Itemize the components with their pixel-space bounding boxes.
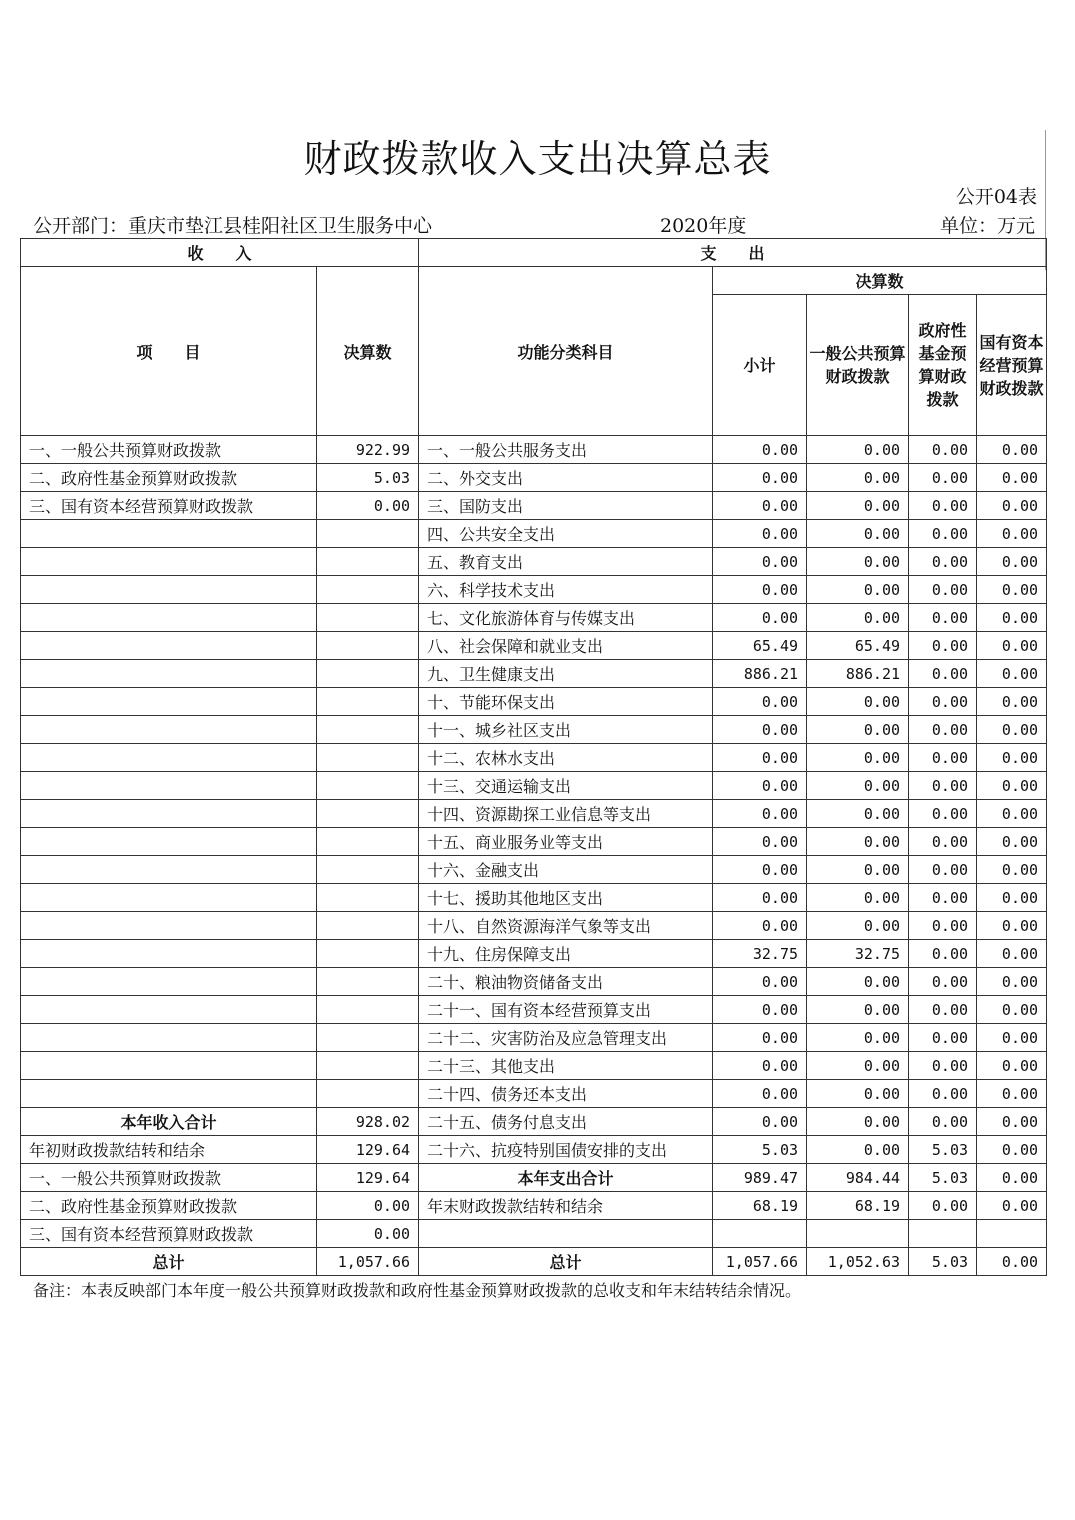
- expense-item-cell: 七、文化旅游体育与传媒支出: [419, 604, 713, 632]
- unit-label: 单位：万元: [939, 215, 1035, 237]
- fund-budget-cell: 0.00: [909, 688, 977, 716]
- subtotal-cell: 989.47: [713, 1164, 807, 1192]
- income-item-cell: [21, 968, 317, 996]
- general-budget-cell: 0.00: [807, 576, 909, 604]
- fund-budget-cell: 0.00: [909, 660, 977, 688]
- general-budget-cell: 68.19: [807, 1192, 909, 1220]
- expense-item-cell: 十五、商业服务业等支出: [419, 828, 713, 856]
- income-amount-cell: [317, 660, 419, 688]
- income-item-cell: 本年收入合计: [21, 1108, 317, 1136]
- table-row: [21, 1080, 1047, 1108]
- general-budget-cell: 32.75: [807, 940, 909, 968]
- state-capital-cell: 0.00: [977, 520, 1047, 548]
- table-row: [21, 660, 1047, 688]
- income-item-cell: [21, 1024, 317, 1052]
- amount-header: 决算数: [317, 267, 419, 436]
- income-item-cell: [21, 996, 317, 1024]
- subtotal-cell: 68.19: [713, 1192, 807, 1220]
- income-item-cell: [21, 912, 317, 940]
- expense-item-cell: 二十、粮油物资储备支出: [419, 968, 713, 996]
- expense-item-cell: 十二、农林水支出: [419, 744, 713, 772]
- general-budget-cell: 984.44: [807, 1164, 909, 1192]
- income-item-cell: 二、政府性基金预算财政拨款: [21, 1192, 317, 1220]
- table-row: [21, 576, 1047, 604]
- income-item-cell: [21, 660, 317, 688]
- expense-item-cell: 年末财政拨款结转和结余: [419, 1192, 713, 1220]
- income-item-cell: [21, 1052, 317, 1080]
- state-capital-cell: 0.00: [977, 996, 1047, 1024]
- subtotal-cell: 0.00: [713, 492, 807, 520]
- state-capital-cell: 0.00: [977, 800, 1047, 828]
- state-capital-cell: 0.00: [977, 688, 1047, 716]
- general-budget-cell: 0.00: [807, 800, 909, 828]
- state-capital-cell: 0.00: [977, 1248, 1047, 1276]
- subtotal-cell: 0.00: [713, 884, 807, 912]
- income-item-cell: 一、一般公共预算财政拨款: [21, 436, 317, 464]
- general-budget-cell: 0.00: [807, 520, 909, 548]
- table-row: [21, 1052, 1047, 1080]
- expense-item-cell: 九、卫生健康支出: [419, 660, 713, 688]
- general-budget-cell: 0.00: [807, 744, 909, 772]
- item-header: 项 目: [21, 267, 317, 436]
- state-capital-cell: 0.00: [977, 576, 1047, 604]
- general-budget-cell: 0.00: [807, 1052, 909, 1080]
- subtotal-cell: 0.00: [713, 1024, 807, 1052]
- table-row: [21, 1220, 1047, 1248]
- income-item-cell: [21, 772, 317, 800]
- expense-item-cell: 二十二、灾害防治及应急管理支出: [419, 1024, 713, 1052]
- state-capital-cell: 0.00: [977, 492, 1047, 520]
- expense-item-cell: 三、国防支出: [419, 492, 713, 520]
- subtotal-cell: 0.00: [713, 856, 807, 884]
- income-amount-cell: [317, 772, 419, 800]
- income-item-cell: [21, 856, 317, 884]
- table-row: [21, 520, 1047, 548]
- income-amount-cell: 5.03: [317, 464, 419, 492]
- income-amount-cell: [317, 688, 419, 716]
- table-row: [21, 436, 1047, 464]
- state-capital-cell: 0.00: [977, 1136, 1047, 1164]
- table-row: [21, 968, 1047, 996]
- subtotal-cell: 0.00: [713, 968, 807, 996]
- income-amount-cell: [317, 548, 419, 576]
- table-row: [21, 772, 1047, 800]
- income-item-cell: [21, 744, 317, 772]
- fund-budget-cell: 5.03: [909, 1136, 977, 1164]
- table-row: [21, 1164, 1047, 1192]
- table-row: [21, 464, 1047, 492]
- income-amount-cell: [317, 716, 419, 744]
- expense-item-cell: 五、教育支出: [419, 548, 713, 576]
- income-amount-cell: [317, 828, 419, 856]
- income-amount-cell: [317, 996, 419, 1024]
- fund-budget-cell: 0.00: [909, 912, 977, 940]
- table-row: [21, 716, 1047, 744]
- fund-budget-cell: 0.00: [909, 576, 977, 604]
- state-capital-cell: 0.00: [977, 828, 1047, 856]
- income-amount-cell: [317, 968, 419, 996]
- fund-budget-cell: 0.00: [909, 996, 977, 1024]
- subtotal-cell: 0.00: [713, 744, 807, 772]
- fund-budget-cell: 0.00: [909, 1052, 977, 1080]
- table-row: [21, 1108, 1047, 1136]
- subtotal-cell: 32.75: [713, 940, 807, 968]
- expense-item-cell: [419, 1220, 713, 1248]
- subtotal-cell: 0.00: [713, 828, 807, 856]
- general-budget-cell: 0.00: [807, 492, 909, 520]
- income-amount-cell: [317, 604, 419, 632]
- state-capital-cell: 0.00: [977, 856, 1047, 884]
- subtotal-cell: 0.00: [713, 520, 807, 548]
- state-capital-cell: 0.00: [977, 744, 1047, 772]
- fund-budget-cell: 0.00: [909, 828, 977, 856]
- income-item-cell: 总计: [21, 1248, 317, 1276]
- state-capital-cell: 0.00: [977, 716, 1047, 744]
- state-capital-cell: 0.00: [977, 884, 1047, 912]
- table-row: [21, 996, 1047, 1024]
- income-item-cell: [21, 828, 317, 856]
- table-row: [21, 688, 1047, 716]
- subtotal-cell: 1,057.66: [713, 1248, 807, 1276]
- expense-item-cell: 二十一、国有资本经营预算支出: [419, 996, 713, 1024]
- subtotal-cell: 0.00: [713, 996, 807, 1024]
- fund-budget-cell: 0.00: [909, 716, 977, 744]
- fund-budget-cell: 0.00: [909, 744, 977, 772]
- general-budget-cell: 0.00: [807, 688, 909, 716]
- state-capital-cell: 0.00: [977, 464, 1047, 492]
- general-budget-cell: 0.00: [807, 436, 909, 464]
- state-capital-cell: 0.00: [977, 912, 1047, 940]
- table-row: [21, 1136, 1047, 1164]
- fund-budget-cell: 0.00: [909, 1024, 977, 1052]
- fund-budget-cell: 0.00: [909, 800, 977, 828]
- general-budget-cell: 0.00: [807, 1024, 909, 1052]
- fund-budget-cell: 0.00: [909, 1108, 977, 1136]
- subtotal-cell: 886.21: [713, 660, 807, 688]
- expense-item-cell: 十三、交通运输支出: [419, 772, 713, 800]
- state-capital-header: 国有资本经营预算财政拨款: [977, 295, 1047, 436]
- general-budget-cell: 0.00: [807, 772, 909, 800]
- table-row: [21, 912, 1047, 940]
- subtotal-header: 小计: [713, 295, 807, 436]
- general-budget-cell: 0.00: [807, 828, 909, 856]
- general-budget-cell: 65.49: [807, 632, 909, 660]
- fund-budget-cell: 5.03: [909, 1248, 977, 1276]
- expense-item-cell: 十一、城乡社区支出: [419, 716, 713, 744]
- state-capital-cell: 0.00: [977, 632, 1047, 660]
- budget-table: [20, 238, 1047, 1276]
- state-capital-cell: 0.00: [977, 1024, 1047, 1052]
- subtotal-cell: 0.00: [713, 436, 807, 464]
- income-amount-cell: 129.64: [317, 1136, 419, 1164]
- table-row: [21, 1192, 1047, 1220]
- department-label: 公开部门：重庆市垫江县桂阳社区卫生服务中心: [33, 215, 433, 237]
- income-item-cell: [21, 884, 317, 912]
- income-item-cell: 一、一般公共预算财政拨款: [21, 1164, 317, 1192]
- fund-budget-cell: 0.00: [909, 1080, 977, 1108]
- state-capital-cell: 0.00: [977, 968, 1047, 996]
- income-amount-cell: 0.00: [317, 1192, 419, 1220]
- income-item-cell: [21, 688, 317, 716]
- income-item-cell: [21, 576, 317, 604]
- subtotal-cell: 0.00: [713, 716, 807, 744]
- expense-item-cell: 十七、援助其他地区支出: [419, 884, 713, 912]
- general-budget-cell: 0.00: [807, 1080, 909, 1108]
- income-amount-cell: [317, 632, 419, 660]
- expense-item-cell: 十八、自然资源海洋气象等支出: [419, 912, 713, 940]
- income-item-cell: [21, 604, 317, 632]
- general-budget-cell: 0.00: [807, 1108, 909, 1136]
- table-row: [21, 884, 1047, 912]
- year-label: 2020年度: [660, 215, 747, 237]
- fund-budget-cell: 0.00: [909, 492, 977, 520]
- table-row: [21, 604, 1047, 632]
- subtotal-cell: 0.00: [713, 1052, 807, 1080]
- expense-item-cell: 十九、住房保障支出: [419, 940, 713, 968]
- table-row: [21, 800, 1047, 828]
- expense-item-cell: 六、科学技术支出: [419, 576, 713, 604]
- fund-budget-cell: 0.00: [909, 464, 977, 492]
- state-capital-cell: 0.00: [977, 604, 1047, 632]
- expense-item-cell: 二十五、债务付息支出: [419, 1108, 713, 1136]
- general-budget-cell: 0.00: [807, 856, 909, 884]
- fund-budget-cell: 0.00: [909, 940, 977, 968]
- subtotal-cell: 0.00: [713, 576, 807, 604]
- state-capital-cell: 0.00: [977, 436, 1047, 464]
- subtotal-cell: 0.00: [713, 464, 807, 492]
- income-amount-cell: 129.64: [317, 1164, 419, 1192]
- income-amount-cell: [317, 1080, 419, 1108]
- income-item-cell: 二、政府性基金预算财政拨款: [21, 464, 317, 492]
- expense-item-cell: 总计: [419, 1248, 713, 1276]
- general-budget-cell: 0.00: [807, 912, 909, 940]
- income-item-cell: [21, 1080, 317, 1108]
- expense-item-cell: 二、外交支出: [419, 464, 713, 492]
- table-row: [21, 492, 1047, 520]
- general-budget-cell: 0.00: [807, 604, 909, 632]
- income-item-cell: 三、国有资本经营预算财政拨款: [21, 492, 317, 520]
- fund-budget-cell: 5.03: [909, 1164, 977, 1192]
- state-capital-cell: 0.00: [977, 1080, 1047, 1108]
- income-amount-cell: [317, 1024, 419, 1052]
- income-item-cell: [21, 548, 317, 576]
- page-title: 财政拨款收入支出决算总表: [303, 137, 772, 181]
- general-budget-cell: 1,052.63: [807, 1248, 909, 1276]
- fund-budget-cell: 0.00: [909, 884, 977, 912]
- income-header: 收 入: [21, 239, 419, 267]
- general-budget-cell: 886.21: [807, 660, 909, 688]
- table-row: [21, 548, 1047, 576]
- expense-item-cell: 十四、资源勘探工业信息等支出: [419, 800, 713, 828]
- expense-item-cell: 二十三、其他支出: [419, 1052, 713, 1080]
- fund-budget-cell: 0.00: [909, 1192, 977, 1220]
- general-budget-cell: 0.00: [807, 884, 909, 912]
- fund-budget-cell: 0.00: [909, 436, 977, 464]
- state-capital-cell: 0.00: [977, 1164, 1047, 1192]
- state-capital-cell: 0.00: [977, 548, 1047, 576]
- income-amount-cell: [317, 912, 419, 940]
- table-row: [21, 1248, 1047, 1276]
- income-amount-cell: [317, 520, 419, 548]
- state-capital-cell: 0.00: [977, 1192, 1047, 1220]
- subtotal-cell: 0.00: [713, 912, 807, 940]
- table-row: [21, 940, 1047, 968]
- income-item-cell: [21, 520, 317, 548]
- expense-item-cell: 十、节能环保支出: [419, 688, 713, 716]
- fund-budget-cell: 0.00: [909, 772, 977, 800]
- income-amount-cell: 0.00: [317, 492, 419, 520]
- state-capital-cell: 0.00: [977, 660, 1047, 688]
- subtotal-cell: 0.00: [713, 548, 807, 576]
- general-budget-cell: 0.00: [807, 716, 909, 744]
- table-row: [21, 828, 1047, 856]
- expense-item-cell: 二十四、债务还本支出: [419, 1080, 713, 1108]
- subtotal-cell: 5.03: [713, 1136, 807, 1164]
- expense-item-cell: 八、社会保障和就业支出: [419, 632, 713, 660]
- income-amount-cell: [317, 884, 419, 912]
- general-budget-cell: 0.00: [807, 548, 909, 576]
- subtotal-cell: 0.00: [713, 772, 807, 800]
- state-capital-cell: 0.00: [977, 1052, 1047, 1080]
- subtotal-cell: 0.00: [713, 1080, 807, 1108]
- income-amount-cell: [317, 744, 419, 772]
- subtotal-cell: 0.00: [713, 688, 807, 716]
- income-amount-cell: [317, 800, 419, 828]
- expense-item-cell: 二十六、抗疫特别国债安排的支出: [419, 1136, 713, 1164]
- subtotal-cell: 65.49: [713, 632, 807, 660]
- fund-budget-header: 政府性基金预算财政拨款: [909, 295, 977, 436]
- fund-budget-cell: 0.00: [909, 968, 977, 996]
- expense-item-cell: 本年支出合计: [419, 1164, 713, 1192]
- general-budget-cell: 0.00: [807, 996, 909, 1024]
- income-item-cell: [21, 940, 317, 968]
- table-row: [21, 856, 1047, 884]
- table-row: [21, 632, 1047, 660]
- expense-item-cell: 十六、金融支出: [419, 856, 713, 884]
- general-budget-cell: 0.00: [807, 968, 909, 996]
- subtotal-cell: 0.00: [713, 1108, 807, 1136]
- income-amount-cell: 0.00: [317, 1220, 419, 1248]
- expense-item-cell: 一、一般公共服务支出: [419, 436, 713, 464]
- subtotal-cell: 0.00: [713, 800, 807, 828]
- fund-budget-cell: [909, 1220, 977, 1248]
- subtotal-cell: 0.00: [713, 604, 807, 632]
- income-amount-cell: [317, 856, 419, 884]
- income-amount-cell: [317, 1052, 419, 1080]
- fund-budget-cell: 0.00: [909, 604, 977, 632]
- state-capital-cell: 0.00: [977, 940, 1047, 968]
- income-amount-cell: 1,057.66: [317, 1248, 419, 1276]
- subtotal-cell: [713, 1220, 807, 1248]
- footnote: 备注：本表反映部门本年度一般公共预算财政拨款和政府性基金预算财政拨款的总收支和年末结转结余情况。: [33, 1281, 802, 1300]
- table-row: [21, 1024, 1047, 1052]
- expense-header: 支 出: [419, 239, 1047, 267]
- expense-item-cell: 四、公共安全支出: [419, 520, 713, 548]
- amount-group-header: 决算数: [713, 267, 1047, 295]
- income-amount-cell: [317, 576, 419, 604]
- state-capital-cell: 0.00: [977, 772, 1047, 800]
- income-item-cell: 年初财政拨款结转和结余: [21, 1136, 317, 1164]
- general-budget-header: 一般公共预算财政拨款: [807, 295, 909, 436]
- fund-budget-cell: 0.00: [909, 520, 977, 548]
- table-number: 公开04表: [955, 186, 1037, 208]
- income-item-cell: [21, 800, 317, 828]
- table-row: [21, 744, 1047, 772]
- general-budget-cell: [807, 1220, 909, 1248]
- fund-budget-cell: 0.00: [909, 632, 977, 660]
- fund-budget-cell: 0.00: [909, 856, 977, 884]
- income-amount-cell: 928.02: [317, 1108, 419, 1136]
- income-item-cell: [21, 716, 317, 744]
- income-amount-cell: [317, 940, 419, 968]
- state-capital-cell: 0.00: [977, 1108, 1047, 1136]
- general-budget-cell: 0.00: [807, 464, 909, 492]
- general-budget-cell: 0.00: [807, 1136, 909, 1164]
- income-amount-cell: 922.99: [317, 436, 419, 464]
- income-item-cell: [21, 632, 317, 660]
- func-header: 功能分类科目: [419, 267, 713, 436]
- income-item-cell: 三、国有资本经营预算财政拨款: [21, 1220, 317, 1248]
- fund-budget-cell: 0.00: [909, 548, 977, 576]
- state-capital-cell: [977, 1220, 1047, 1248]
